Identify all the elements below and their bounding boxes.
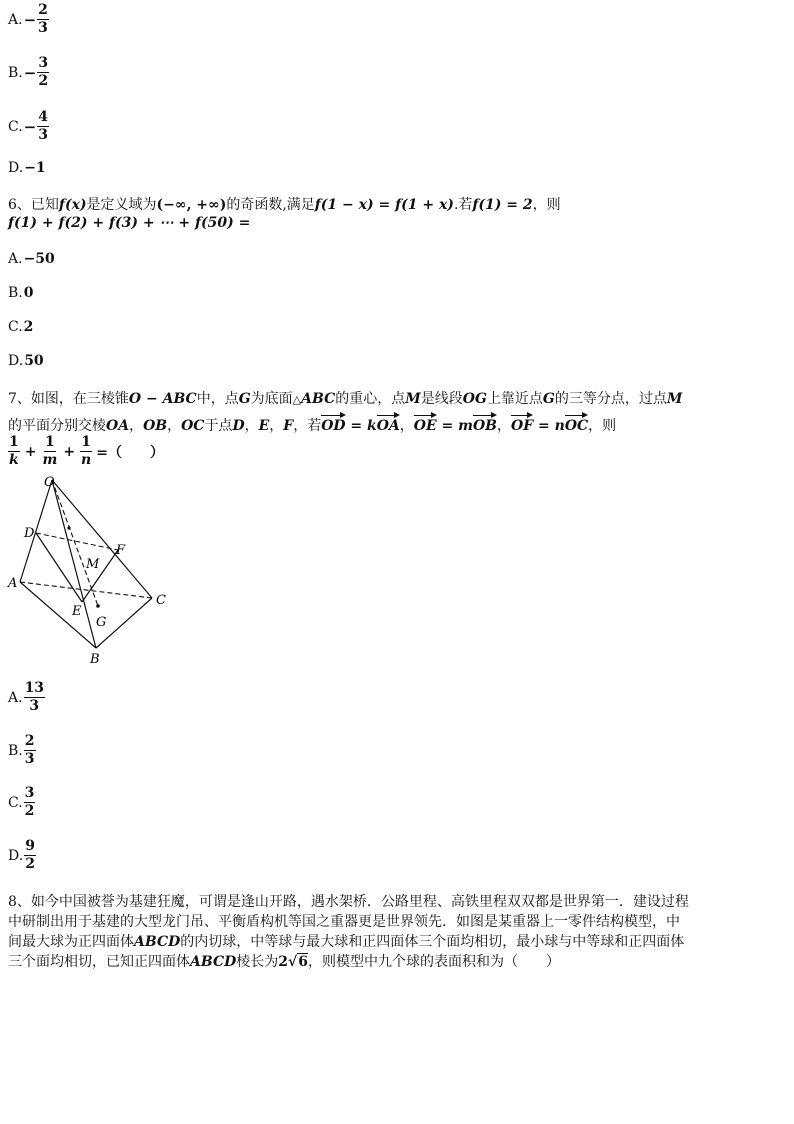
q6-option-d[interactable]: D. 50 [8, 353, 44, 369]
vector-oa: OA [376, 418, 400, 434]
label-d: D [24, 526, 35, 541]
q8-stem-line-2: 中研制出用于基建的大型龙门吊、平衡盾构机等国之重器更是世界领先．如图是某重器上一零件结构模型，中 [8, 914, 680, 930]
q8-stem-line-4: 三个面均相切，已知正四面体ABCD棱长为2√6，则模型中九个球的表面积和为（ ） [8, 954, 560, 970]
q5-option-b[interactable]: B. − $\frac{3}{2}$ [8, 55, 49, 89]
q5-option-a[interactable]: A. − $\frac{2}{3}$ [8, 2, 48, 36]
q5-option-d[interactable]: D. −1 [8, 160, 46, 176]
sqrt-radicand: 6 [298, 954, 308, 970]
label-f: F [116, 543, 126, 558]
fraction: $\frac{3}{2}$ [24, 785, 35, 819]
vector-of: OF [511, 418, 534, 434]
label-g: G [96, 615, 107, 630]
label-o: O [44, 475, 55, 490]
q6-option-b[interactable]: B. 0 [8, 285, 34, 301]
q7-option-d[interactable]: D. $\frac{9}{2}$ [8, 838, 35, 872]
label-c: C [156, 593, 166, 608]
fraction: $\frac{9}{2}$ [25, 838, 35, 872]
q7-option-b[interactable]: B. $\frac{2}{3}$ [8, 733, 35, 767]
q7-stem-line-1: 7、如图，在三棱锥O − ABC中，点G为底面△ABC的重心，点M是线段OG上靠近点G的三等分点，过点M [8, 391, 683, 407]
fraction-1-over-k: $\frac{1}{k}$ [9, 434, 19, 468]
q7-stem-line-3: $\frac{1}{k}$ + $\frac{1}{m}$ + $\frac{1}{n}$ =（ ） [9, 434, 164, 468]
fraction: $\frac{2}{3}$ [24, 733, 35, 767]
q8-stem-line-3: 间最大球为正四面体ABCD的内切球，中等球与最大球和正四面体三个面均相切，最小球与中等球和正四面体 [8, 934, 685, 950]
vector-oc: OC [564, 418, 589, 434]
q6-option-a[interactable]: A. −50 [8, 251, 55, 267]
fraction-1-over-n: $\frac{1}{n}$ [81, 434, 92, 468]
q5-option-c[interactable]: C. − $\frac{4}{3}$ [8, 109, 48, 143]
q8-stem-line-1: 8、如今中国被誉为基建狂魔，可谓是逢山开路，遇水架桥．公路里程、高铁里程双双都是世界第一．建设过程 [8, 894, 689, 910]
q6-stem-line-2: f(1) + f(2) + f(3) + ⋯ + f(50) = [8, 215, 251, 231]
fraction: $\frac{13}{3}$ [24, 680, 45, 714]
q6-stem-line-1: 6、已知f(x)是定义域为(−∞, +∞)的奇函数,满足f(1 − x) = f(1 + x).若f(1) = 2，则 [8, 197, 561, 213]
label-b: B [90, 652, 100, 667]
q7-option-a[interactable]: A. $\frac{13}{3}$ [8, 680, 45, 714]
label-m: M [86, 557, 100, 572]
label-a: A [8, 576, 18, 591]
q6-option-c[interactable]: C. 2 [8, 319, 34, 335]
vector-od: OD [321, 418, 346, 434]
vector-ob: OB [472, 418, 497, 434]
q7-stem-line-2: 的平面分别交棱OA，OB，OC于点D，E，F，若OD = kOA，OE = mOB，OF = nOC，则 [8, 418, 617, 434]
label-e: E [72, 604, 82, 619]
fraction: $\frac{4}{3}$ [38, 109, 48, 143]
sqrt-sign: √ [288, 954, 298, 970]
vector-oe: OE [413, 418, 437, 434]
pyramid-figure [0, 470, 180, 670]
fraction: $\frac{2}{3}$ [38, 2, 48, 36]
fraction-1-over-m: $\frac{1}{m}$ [42, 434, 58, 468]
q7-option-c[interactable]: C. $\frac{3}{2}$ [8, 785, 35, 819]
fraction: $\frac{3}{2}$ [38, 55, 49, 89]
